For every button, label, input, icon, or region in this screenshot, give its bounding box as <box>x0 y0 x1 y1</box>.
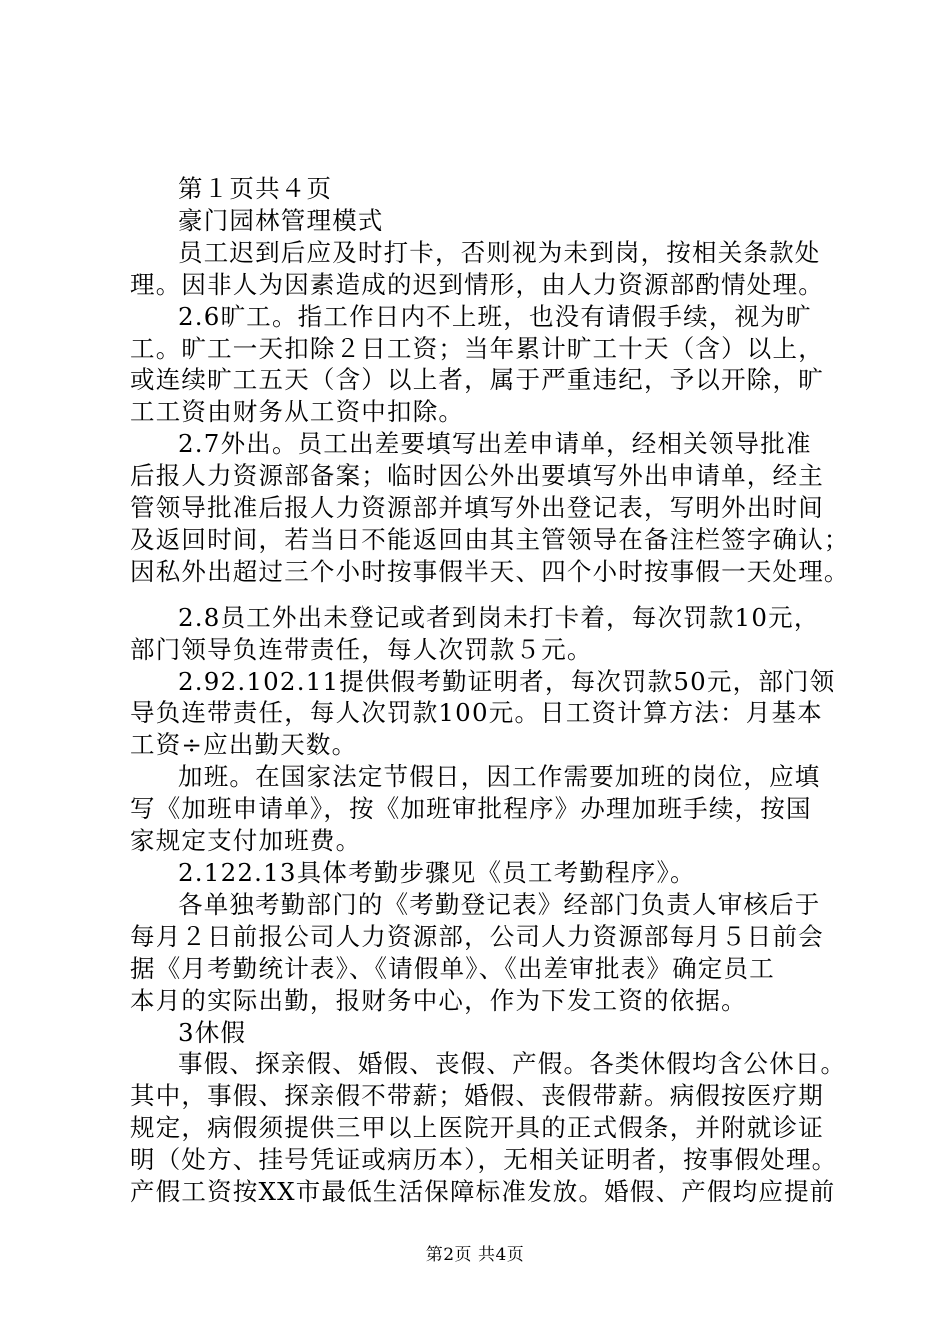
page-header: 第１页共４页 <box>178 174 333 203</box>
paragraph-line: 工工资由财务从工资中扣除。 <box>130 397 465 426</box>
paragraph-line: 2.8员工外出未登记或者到岗未打卡着，每次罚款10元， <box>178 603 820 632</box>
paragraph-line: 各单独考勤部门的《考勤登记表》经部门负责人审核后于 <box>178 890 821 919</box>
section-heading: 3休假 <box>178 1018 247 1047</box>
paragraph-line: 管领导批准后报人力资源部并填写外出登记表，写明外出时间 <box>130 493 824 522</box>
paragraph-line: 理。因非人为因素造成的迟到情形，由人力资源部酌情处理。 <box>130 270 824 299</box>
paragraph-line: 每月２日前报公司人力资源部，公司人力资源部每月５日前会 <box>130 922 824 951</box>
paragraph-line: 部门领导负连带责任，每人次罚款５元。 <box>130 635 593 664</box>
page-footer: 第2页 共4页 <box>425 1245 525 1265</box>
paragraph-line: 规定，病假须提供三甲以上医院开具的正式假条，并附就诊证 <box>130 1113 824 1142</box>
paragraph-line: 其中，事假、探亲假不带薪；婚假、丧假带薪。病假按医疗期 <box>130 1081 824 1110</box>
paragraph-line: 及返回时间，若当日不能返回由其主管领导在备注栏签字确认； <box>130 525 850 554</box>
paragraph-line: 因私外出超过三个小时按事假半天、四个小时按事假一天处理。 <box>130 557 850 586</box>
paragraph-line: 本月的实际出勤，报财务中心，作为下发工资的依据。 <box>130 986 747 1015</box>
paragraph-line: 加班。在国家法定节假日，因工作需要加班的岗位，应填 <box>178 762 821 791</box>
paragraph-line: 工。旷工一天扣除２日工资；当年累计旷工十天（含）以上， <box>130 334 824 363</box>
paragraph-line: 2.122.13具体考勤步骤见《员工考勤程序》。 <box>178 858 696 887</box>
paragraph-line: 导负连带责任，每人次罚款100元。日工资计算方法：月基本 <box>130 698 823 727</box>
paragraph-line: 后报人力资源部备案；临时因公外出要填写外出申请单，经主 <box>130 461 824 490</box>
document-title: 豪门园林管理模式 <box>178 206 384 235</box>
paragraph-line: 或连续旷工五天（含）以上者，属于严重违纪，予以开除，旷 <box>130 365 824 394</box>
paragraph-line: 事假、探亲假、婚假、丧假、产假。各类休假均含公休日。 <box>178 1049 847 1078</box>
paragraph-line: 员工迟到后应及时打卡，否则视为未到岗，按相关条款处 <box>178 238 821 267</box>
paragraph-line: 2.6旷工。指工作日内不上班，也没有请假手续，视为旷 <box>178 302 812 331</box>
paragraph-line: 工资÷应出勤天数。 <box>130 730 358 759</box>
paragraph-line: 2.92.102.11提供假考勤证明者，每次罚款50元，部门领 <box>178 667 836 696</box>
paragraph-line: 写《加班申请单》，按《加班审批程序》办理加班手续，按国 <box>130 794 812 823</box>
paragraph-line: 据《月考勤统计表》、《请假单》、《出差审批表》确定员工 <box>130 954 775 983</box>
paragraph-line: 2.7外出。员工出差要填写出差申请单，经相关领导批准 <box>178 429 812 458</box>
paragraph-line: 家规定支付加班费。 <box>130 826 362 855</box>
paragraph-line: 明（处方、挂号凭证或病历本），无相关证明者，按事假处理。 <box>130 1145 838 1174</box>
paragraph-line: 产假工资按XX市最低生活保障标准发放。婚假、产假均应提前 <box>130 1177 836 1206</box>
